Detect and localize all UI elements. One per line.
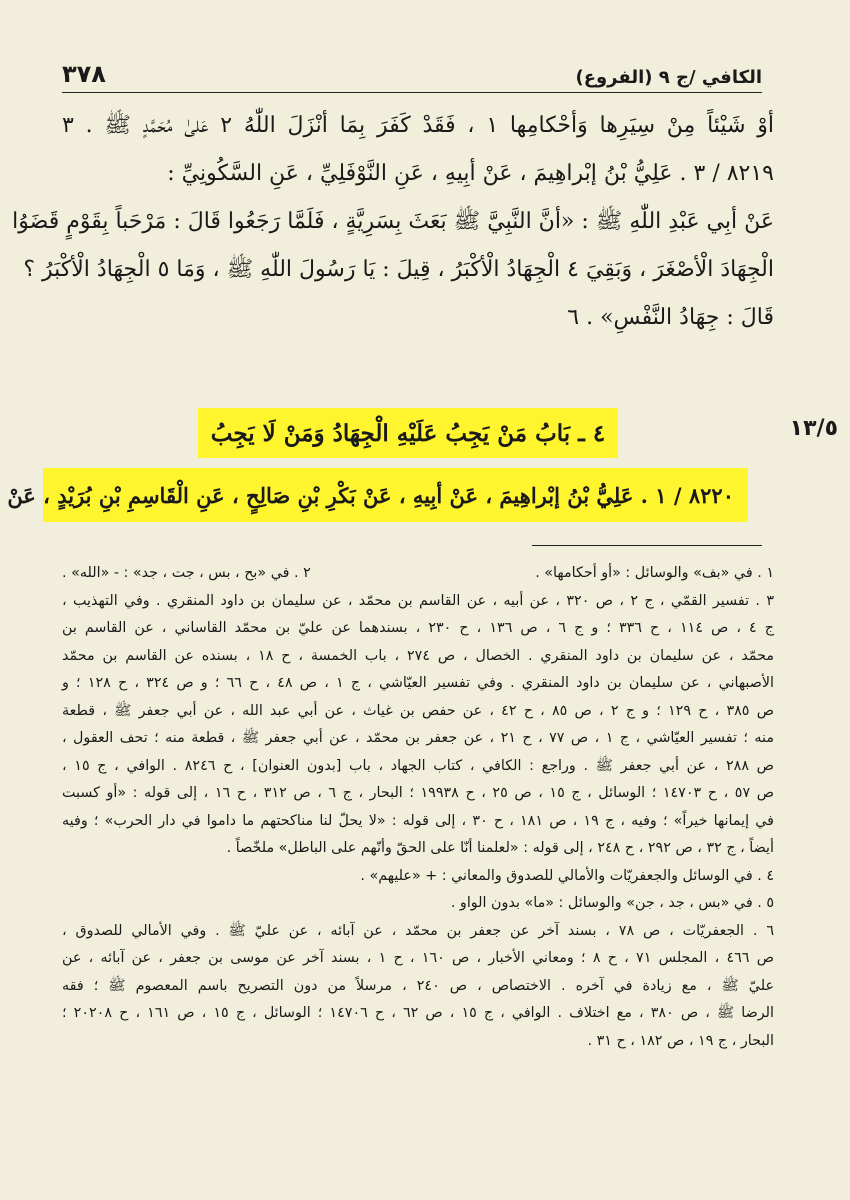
header-rule (62, 92, 762, 93)
chapter-title-highlight (198, 408, 618, 458)
text-line: أوْ شَيْئاً مِنْ سِيَرِها وَأحْكامِها ١ ، فَقَدْ كَفَرَ بِمَا أنْزَلَ اللّٰهُ ٢ عَلىٰ مُحَمَّدٍ ﷺ . ٣ (62, 113, 775, 138)
running-title: الكافي /ج ٩ (الفروع) (575, 67, 762, 88)
footnote-line: ص ٢٨٨ ، عن أبي جعفر ﷺ . وراجع : الكافي ، كتاب الجهاد ، باب [بدون العنوان] ، ح ٨٢٤٦ . الوافي ، ج ١٥ ، (62, 757, 774, 774)
hadith-start-line: ٨٢٢٠ / ١ . عَلِيُّ بْنُ إبْراهِيمَ ، عَنْ أبِيهِ ، عَنْ بَكْرِ بْنِ صَالِحٍ ، عَنِ الْقَاسِمِ بْنِ بُرَيْدٍ ، عَنْ (7, 482, 734, 508)
footnote-1: ١ . في «بف» والوسائل : «أو أحكامها» . (535, 565, 774, 581)
footnote-line: ص ٤٦٦ ، المجلس ٧١ ، ح ٨ ؛ ومعاني الأخبار ، ص ١٦٠ ، ح ١ ، بسند آخر عن موسى بن جعفر ، عن آبائه ، عن (62, 950, 774, 966)
footnote-row (62, 560, 774, 588)
footnote-5: ٥ . في «بس ، جد ، جن» والوسائل : «ما» بدون الواو . (450, 895, 774, 911)
footnote-line: أيضاً ، ج ٣٢ ، ص ٢٩٢ ، ح ٢٤٨ ، إلى قوله : «لعلمنا أنّا على الحقّ وأنّهم على الباطل» ملخّصاً . (226, 840, 774, 856)
footnote-line: محمّد ، عن سليمان بن داود المنقري . الخصال ، ص ٢٧٤ ، باب الخمسة ، ح ١٨ ، بسنده عن القاسم بن محمّد (62, 647, 774, 664)
footnote-line: البحار ، ج ١٩ ، ص ١٨٢ ، ح ٣١ . (587, 1032, 774, 1049)
footnote-line: عليّ ﷺ ، مع زيادة في آخره . الاختصاص ، ص ٢٤٠ ، مرسلاً من دون التصريح باسم المعصوم ﷺ ؛ فقه (62, 977, 774, 994)
text-line: عَنْ أبِي عَبْدِ اللّٰهِ ﷺ : «أنَّ النَّبِيَّ ﷺ بَعَثَ بِسَرِيَّةٍ ، فَلَمَّا رَجَعُوا قَالَ : مَرْحَباً بِقَوْمٍ قَضَوُا (12, 209, 774, 234)
text-line: قَالَ : جِهَادُ النَّفْسِ» . ٦ (567, 305, 774, 330)
footnote-separator (532, 545, 762, 546)
footnote-6: ٦ . الجعفريّات ، ص ٧٨ ، بسند آخر عن جعفر بن محمّد ، عن آبائه ، عن عليّ ﷺ . وفي الأمالي للصدوق ، (62, 922, 774, 939)
running-header (62, 58, 762, 88)
footnote-line: ٣ . تفسير القمّي ، ج ٢ ، ص ٣٢٠ ، عن أبيه ، عن القاسم بن محمّد ، عن سليمان بن داود المنقري . وفي التهذيب ، (62, 592, 774, 609)
page-number: ٣٧٨ (62, 60, 106, 88)
footnote-line: منه ؛ تفسير العيّاشي ، ج ١ ، ص ٧٧ ، ح ٢١ ، عن جعفر بن محمّد ، عن أبي جعفر ﷺ ، قطعة منه ؛ تحف العقول ، (62, 730, 774, 746)
footnote-line: ص ٣٨٥ ، ح ١٢٩ ؛ و ج ٢ ، ص ٨٥ ، ح ٤٢ ، عن حفص بن غياث ، عن أبي عبد الله ، عن أبي جعفر ﷺ ، قطعة (62, 702, 774, 719)
footnote-line: ص ٥٧ ، ح ١٤٧٠٣ ؛ الوسائل ، ج ١٥ ، ص ٢٥ ، ح ١٩٩٣٨ ؛ البحار ، ج ٦ ، ص ٣١٢ ، ح ١٦ ، إلى قوله : «أو كسبت (62, 785, 774, 801)
hadith-heading-line: ٨٢١٩ / ٣ . عَلِيُّ بْنُ إبْراهِيمَ ، عَنْ أبِيهِ ، عَنِ النَّوْفَلِيِّ ، عَنِ السَّكُونِيِّ : (167, 161, 774, 186)
hadith-highlight (7, 468, 748, 522)
footnote-line: الأصبهاني ، عن سليمان بن داود المنقري . وفي تفسير العيّاشي ، ج ١ ، ص ٤٨ ، ح ٦٦ ؛ و ص ٣٢٤ ، ح ١٢٨ ؛ و (62, 675, 774, 691)
footnote-2: ٢ . في «بح ، بس ، جت ، جد» : - «الله» . (62, 565, 311, 581)
footnote-4: ٤ . في الوسائل والجعفريّات والأمالي للصدوق والمعاني : + «عليهم» . (360, 867, 774, 884)
margin-reference: ١٣/٥ (789, 416, 838, 441)
text-line: الْجِهَادَ الْأصْغَرَ ، وَبَقِيَ ٤ الْجِهَادُ الْأكْبَرُ ، قِيلَ : يَا رَسُولَ اللّٰهِ ﷺ ، وَمَا ٥ الْجِهَادُ الْأكْبَرُ ؟ (23, 257, 774, 282)
main-text (12, 102, 775, 342)
chapter-title: ٤ ـ بَابُ مَنْ يَجِبُ عَلَيْهِ الْجِهَادُ وَمَنْ لَا يَجِبُ (210, 419, 606, 447)
footnote-line: في إيمانها خيراً» ؛ وفيه ، ج ١٩ ، ص ١٨١ ، ح ٣٠ ، إلى قوله : «لا يحلّ لنا مناكحتهم ما داموا في دار الحرب» ؛ وفيه (62, 812, 774, 829)
footnote-line: الرضا ﷺ ، ص ٣٨٠ ، مع اختلاف . الوافي ، ج ١٥ ، ص ٦٢ ، ح ١٤٧٠٦ ؛ الوسائل ، ج ١٥ ، ص ١٦١ ، ح ٢٠٢٠٨ ؛ (62, 1005, 774, 1021)
footnotes (62, 560, 774, 1055)
footnote-line: ج ٤ ، ص ١١٤ ، ح ٣٣٦ ؛ و ج ٦ ، ص ١٣٦ ، ح ٢٣٠ ، بسندهما عن عليّ بن محمّد القاساني ، عن القاسم بن (62, 620, 775, 636)
